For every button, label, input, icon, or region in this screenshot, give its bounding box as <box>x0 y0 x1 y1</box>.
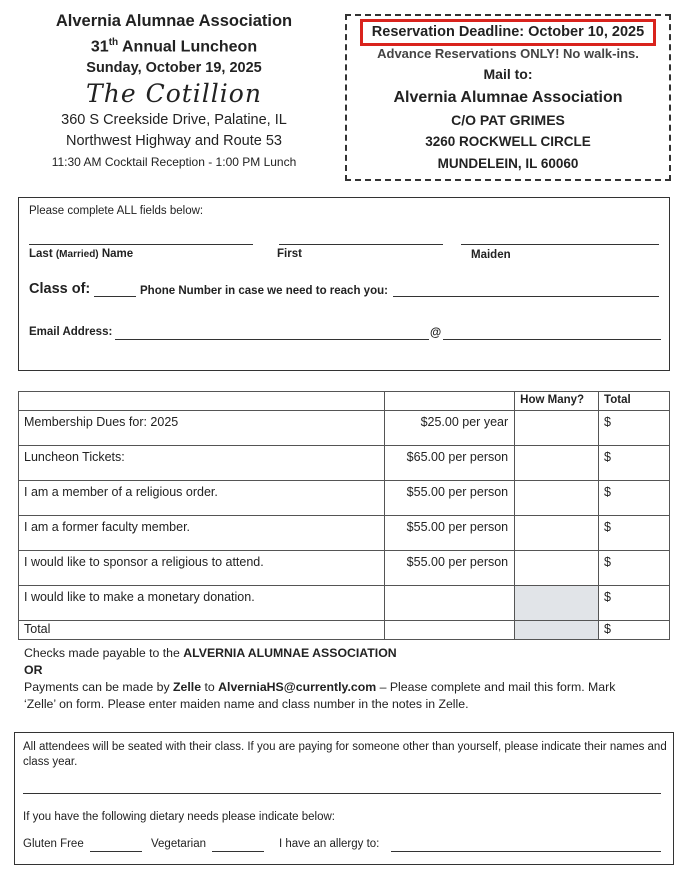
row-item: Luncheon Tickets: <box>19 446 385 481</box>
name-label-part: Name <box>98 248 134 260</box>
class-year-field[interactable] <box>94 296 136 297</box>
row-total[interactable]: $ <box>599 411 670 446</box>
zelle-email: AlverniaHS@currently.com <box>218 680 377 694</box>
event-number-suffix: th <box>108 37 119 48</box>
row-total[interactable]: $ <box>599 551 670 586</box>
mail-to-label: Mail to: <box>483 66 533 82</box>
vegetarian-field[interactable] <box>212 851 264 852</box>
first-name-field[interactable] <box>279 244 443 245</box>
allergy-label: I have an allergy to: <box>279 838 380 850</box>
association-name: Alvernia Alumnae Association <box>55 12 293 30</box>
payment-notes <box>24 645 664 713</box>
vegetarian-label: Vegetarian <box>151 838 206 850</box>
last-name-field[interactable] <box>29 244 253 245</box>
fields-instruction: Please complete ALL fields below: <box>29 205 204 217</box>
zelle-suffix: – Please complete and mail this form. Mark <box>376 680 616 694</box>
table-total-row <box>19 621 670 640</box>
row-quantity-cell[interactable] <box>515 516 599 551</box>
table-row <box>19 551 670 586</box>
event-header <box>14 10 334 172</box>
row-price <box>385 586 515 621</box>
zelle-name: Zelle <box>173 680 202 694</box>
zelle-to: to <box>201 680 219 694</box>
or-label: OR <box>24 663 43 677</box>
checks-prefix: Checks made payable to the <box>24 646 184 660</box>
row-price: $65.00 per person <box>385 446 515 481</box>
event-title <box>14 32 334 58</box>
row-quantity-cell[interactable] <box>515 481 599 516</box>
row-total[interactable]: $ <box>599 481 670 516</box>
row-quantity-shaded <box>515 586 599 621</box>
phone-field[interactable] <box>393 296 659 297</box>
table-row <box>19 411 670 446</box>
email-label: Email Address: <box>29 326 113 338</box>
email-domain-field[interactable] <box>443 339 661 340</box>
row-item: Membership Dues for: 2025 <box>19 411 385 446</box>
venue-name: The Cotillion <box>86 79 262 109</box>
row-item: I would like to make a monetary donation. <box>19 586 385 621</box>
table-row <box>19 446 670 481</box>
class-of-label: Class of: <box>29 281 91 297</box>
venue-address-line1: 360 S Creekside Drive, Palatine, IL <box>61 112 287 129</box>
event-date: Sunday, October 19, 2025 <box>86 60 262 77</box>
event-name: Annual Luncheon <box>122 38 258 56</box>
maiden-name-field[interactable] <box>461 244 659 245</box>
last-label-part: Last <box>29 248 56 260</box>
guest-names-field[interactable] <box>23 793 661 794</box>
advance-note: Advance Reservations ONLY! No walk-ins. <box>377 46 639 61</box>
table-row <box>19 481 670 516</box>
row-total[interactable]: $ <box>599 446 670 481</box>
mail-org: Alvernia Alumnae Association <box>393 89 623 106</box>
row-total[interactable]: $ <box>599 586 670 621</box>
dietary-prompt: If you have the following dietary needs please indicate below: <box>23 811 335 823</box>
row-price: $25.00 per year <box>385 411 515 446</box>
table-row <box>19 586 670 621</box>
zelle-line <box>24 679 664 696</box>
allergy-field[interactable] <box>391 851 661 852</box>
total-quantity-shaded <box>515 621 599 640</box>
total-price-empty <box>385 621 515 640</box>
zelle-prefix: Payments can be made by <box>24 680 174 694</box>
row-total[interactable]: $ <box>599 516 670 551</box>
header-total: Total <box>599 392 670 411</box>
email-user-field[interactable] <box>115 339 429 340</box>
row-item: I am a former faculty member. <box>19 516 385 551</box>
checks-line <box>24 645 664 662</box>
mail-city: MUNDELEIN, IL 60060 <box>437 156 579 171</box>
attendee-fields-box <box>18 197 670 371</box>
event-times: 11:30 AM Cocktail Reception - 1:00 PM Lunch <box>51 155 297 170</box>
gluten-free-field[interactable] <box>90 851 142 852</box>
header-how-many: How Many? <box>515 392 599 411</box>
mail-to-box <box>345 14 671 181</box>
first-name-label: First <box>277 248 302 260</box>
total-label: Total <box>19 621 385 640</box>
row-price: $55.00 per person <box>385 481 515 516</box>
row-item: I would like to sponsor a religious to attend. <box>19 551 385 586</box>
reservation-deadline: Reservation Deadline: October 10, 2025 <box>360 19 656 46</box>
maiden-name-label: Maiden <box>471 249 511 261</box>
seating-dietary-box <box>14 732 674 865</box>
row-quantity-cell[interactable] <box>515 551 599 586</box>
row-price: $55.00 per person <box>385 516 515 551</box>
last-name-label <box>29 248 133 260</box>
gluten-free-label: Gluten Free <box>23 838 84 850</box>
mail-care-of: C/O PAT GRIMES <box>451 112 565 128</box>
event-number: 31 <box>90 38 109 56</box>
checks-payee: ALVERNIA ALUMNAE ASSOCIATION <box>183 646 397 660</box>
table-row <box>19 516 670 551</box>
table-header-row <box>19 392 670 411</box>
seating-note: All attendees will be seated with their class. If you are paying for someone other than yourself, please indicate their names and class year. <box>23 741 667 768</box>
venue-address-line2: Northwest Highway and Route 53 <box>65 133 282 150</box>
married-label-part: (Married) <box>55 249 99 260</box>
mail-street: 3260 ROCKWELL CIRCLE <box>425 134 591 149</box>
header-item <box>19 392 385 411</box>
phone-label: Phone Number in case we need to reach you: <box>140 285 388 297</box>
row-quantity-cell[interactable] <box>515 411 599 446</box>
zelle-line2: ‘Zelle’ on form. Please enter maiden name and class number in the notes in Zelle. <box>24 697 469 711</box>
email-at-sign: @ <box>430 327 442 339</box>
grand-total[interactable]: $ <box>599 621 670 640</box>
header-price <box>385 392 515 411</box>
row-quantity-cell[interactable] <box>515 446 599 481</box>
order-table <box>18 391 670 640</box>
row-price: $55.00 per person <box>385 551 515 586</box>
row-item: I am a member of a religious order. <box>19 481 385 516</box>
